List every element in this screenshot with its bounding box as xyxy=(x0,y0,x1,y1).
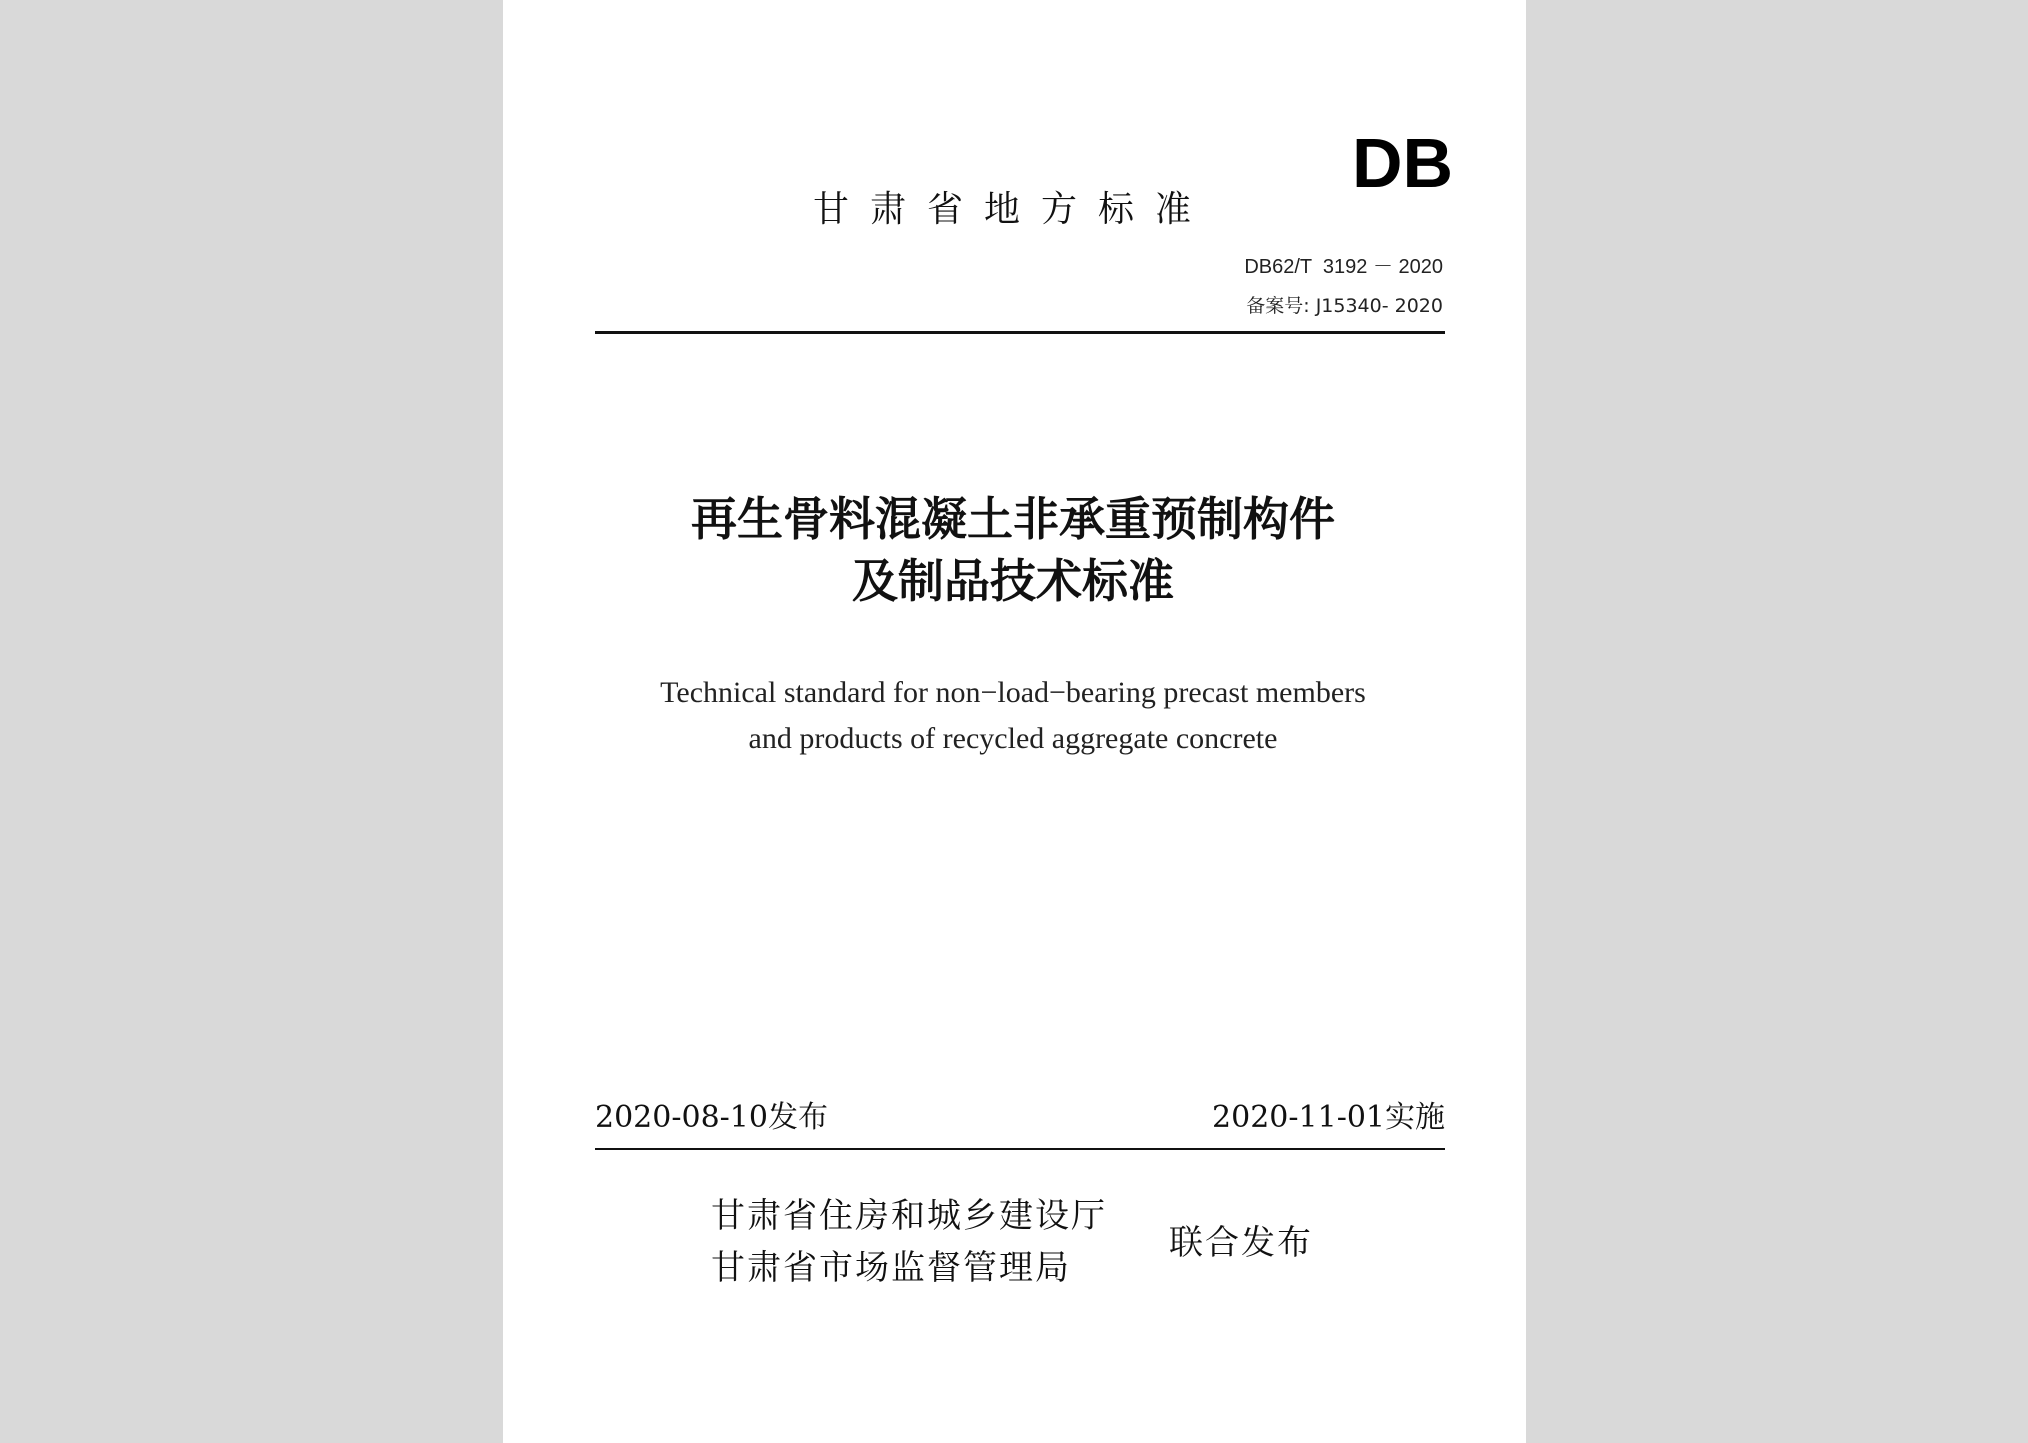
bottom-divider xyxy=(595,1148,1445,1150)
english-title xyxy=(563,670,1463,762)
chinese-title-line-2: 及制品技术标准 xyxy=(852,554,1174,608)
issue-date: 2020-08-10发布 xyxy=(595,1100,828,1135)
chinese-title-line-1: 再生骨料混凝土非承重预制构件 xyxy=(691,492,1335,546)
issuer-line-2: 甘肃省市场监督管理局 xyxy=(711,1248,1071,1288)
english-title-line-1: Technical standard for non−load−bearing precast members xyxy=(660,676,1366,709)
top-divider xyxy=(595,331,1445,334)
record-number: 备案号: J15340- 2020 xyxy=(1246,295,1443,317)
db-mark: DB xyxy=(1352,124,1454,202)
english-title-line-2: and products of recycled aggregate concrete xyxy=(748,722,1278,755)
joint-release-label: 联合发布 xyxy=(1169,1223,1313,1263)
document-cover-page xyxy=(503,0,1526,1443)
chinese-title xyxy=(563,488,1463,612)
standard-category: 甘肃省地方标准 xyxy=(813,189,1213,230)
issuer-line-1: 甘肃省住房和城乡建设厅 xyxy=(711,1196,1107,1236)
standard-number: DB62/T 3192 － 2020 xyxy=(1244,256,1443,278)
implementation-date: 2020-11-01实施 xyxy=(1212,1100,1445,1135)
